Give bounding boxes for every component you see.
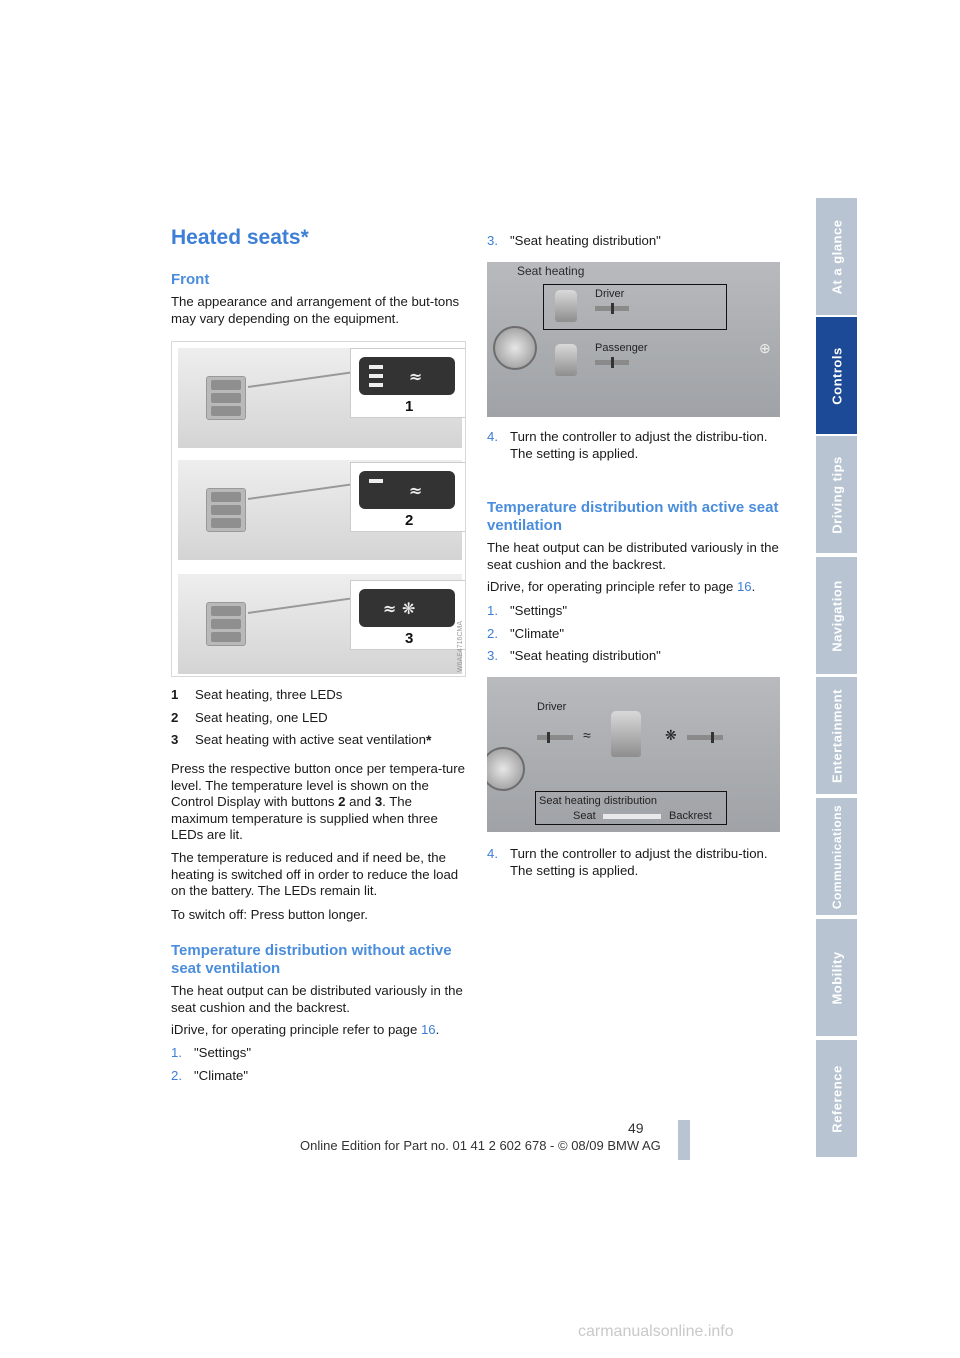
passenger-slider	[595, 360, 629, 365]
legend-item: 1 Seat heating, three LEDs	[171, 687, 343, 702]
with-steps-list	[487, 603, 783, 671]
tab-driving-tips[interactable]: Driving tips	[816, 436, 857, 555]
list-item: 1. "Settings"	[171, 1045, 252, 1060]
tab-at-a-glance[interactable]: At a glance	[816, 198, 857, 317]
distribution-slider	[603, 814, 661, 819]
figure-code: W6AE4716CMA	[457, 621, 464, 672]
section-heading-without-ventilation: Temperature distribution without active seat ventilation	[171, 942, 452, 977]
front-para-2: The temperature is reduced and if need be, the heating is switched off in order to reduce the load on the battery. The LEDs remain lit.	[171, 850, 459, 898]
plus-icon: ⊕	[759, 340, 771, 356]
screen-driver-label: Driver	[537, 701, 567, 713]
footer-bar	[678, 1120, 690, 1160]
button-panel-2: ≈ 2	[178, 460, 462, 560]
button-panel-3: ≈ ❋ 3	[178, 574, 462, 674]
driver-slider	[595, 306, 629, 311]
with-para-2: iDrive, for operating principle refer to page 16.	[487, 579, 756, 594]
front-intro: The appearance and arrangement of the but-tons may vary depending on the equipment.	[171, 294, 460, 326]
list-item: 2. "Climate"	[171, 1067, 249, 1083]
screen-distribution-label: Seat heating distribution	[539, 795, 658, 807]
tab-entertainment[interactable]: Entertainment	[816, 677, 857, 796]
list-item: 3. "Seat heating distribution"	[487, 648, 661, 663]
seat-icon	[555, 344, 577, 376]
without-step-4	[487, 429, 783, 468]
list-item: 2. "Climate"	[487, 625, 565, 641]
fan-icon: ❋	[665, 727, 677, 743]
page-ref-link[interactable]: 16	[420, 1022, 436, 1037]
screen-passenger-label: Passenger	[595, 342, 648, 354]
ventilation-slider	[687, 735, 723, 740]
screen-backrest-label: Backrest	[669, 810, 712, 822]
list-item: 4. Turn the controller to adjust the distribu-tion. The setting is applied.	[487, 846, 768, 878]
figure-label-3: 3	[405, 630, 414, 647]
controller-knob-icon	[493, 326, 537, 370]
page-title: Heated seats*	[171, 226, 309, 249]
screen-driver-label: Driver	[595, 288, 625, 300]
figure-label-1: 1	[405, 398, 414, 415]
heat-waves-icon: ≈	[583, 727, 591, 743]
legend-item: 3 Seat heating with active seat ventilation *	[171, 732, 432, 748]
tab-controls[interactable]: Controls	[816, 317, 857, 436]
figure-legend	[171, 687, 467, 755]
with-para-1: The heat output can be distributed variously in the seat cushion and the backrest.	[487, 540, 779, 572]
page-number: 49	[628, 1120, 644, 1136]
controller-knob-icon	[487, 747, 525, 791]
seat-icon	[611, 711, 641, 757]
with-step-4	[487, 846, 783, 885]
front-para-3: To switch off: Press button longer.	[171, 907, 368, 922]
heat-slider	[537, 735, 573, 740]
watermark: carmanualsonline.info	[578, 1323, 734, 1340]
button-panel-1: ≈ 1	[178, 348, 462, 448]
legend-item: 2 Seat heating, one LED	[171, 709, 328, 725]
without-steps-continued	[487, 233, 783, 256]
list-item: 4. Turn the controller to adjust the distribu-tion. The setting is applied.	[487, 429, 768, 461]
edition-footer: Online Edition for Part no. 01 41 2 602 678 - © 08/09 BMW AG	[300, 1138, 661, 1153]
tab-communications[interactable]: Communications	[816, 798, 857, 917]
tab-mobility[interactable]: Mobility	[816, 919, 857, 1038]
without-para-2: iDrive, for operating principle refer to page 16.	[171, 1022, 440, 1037]
screen-seat-label: Seat	[573, 810, 596, 822]
list-item: 1. "Settings"	[487, 603, 568, 618]
section-heading-front: Front	[171, 271, 210, 288]
figure-label-2: 2	[405, 512, 414, 529]
tab-reference[interactable]: Reference	[816, 1040, 857, 1159]
list-item: 3. "Seat heating distribution"	[487, 233, 661, 248]
without-steps-list	[171, 1045, 467, 1090]
seat-icon	[555, 290, 577, 322]
page-ref-link[interactable]: 16	[736, 579, 752, 594]
without-para-1: The heat output can be distributed variously in the seat cushion and the backrest.	[171, 983, 463, 1015]
section-heading-with-ventilation: Temperature distribution with active seat ventilation	[487, 499, 779, 534]
front-para-1: Press the respective button once per tempera-ture level. The temperature level is shown on the Control Display with buttons 2 and 3. The maximum temperature is supplied when three LEDs are lit.	[171, 761, 465, 842]
seat-ventilation-screen	[487, 677, 780, 832]
seat-heating-screen	[487, 262, 780, 417]
chapter-tabs	[816, 198, 857, 1160]
seat-heating-buttons-figure	[171, 341, 466, 677]
screen-header: Seat heating	[517, 264, 585, 278]
tab-navigation[interactable]: Navigation	[816, 557, 857, 676]
